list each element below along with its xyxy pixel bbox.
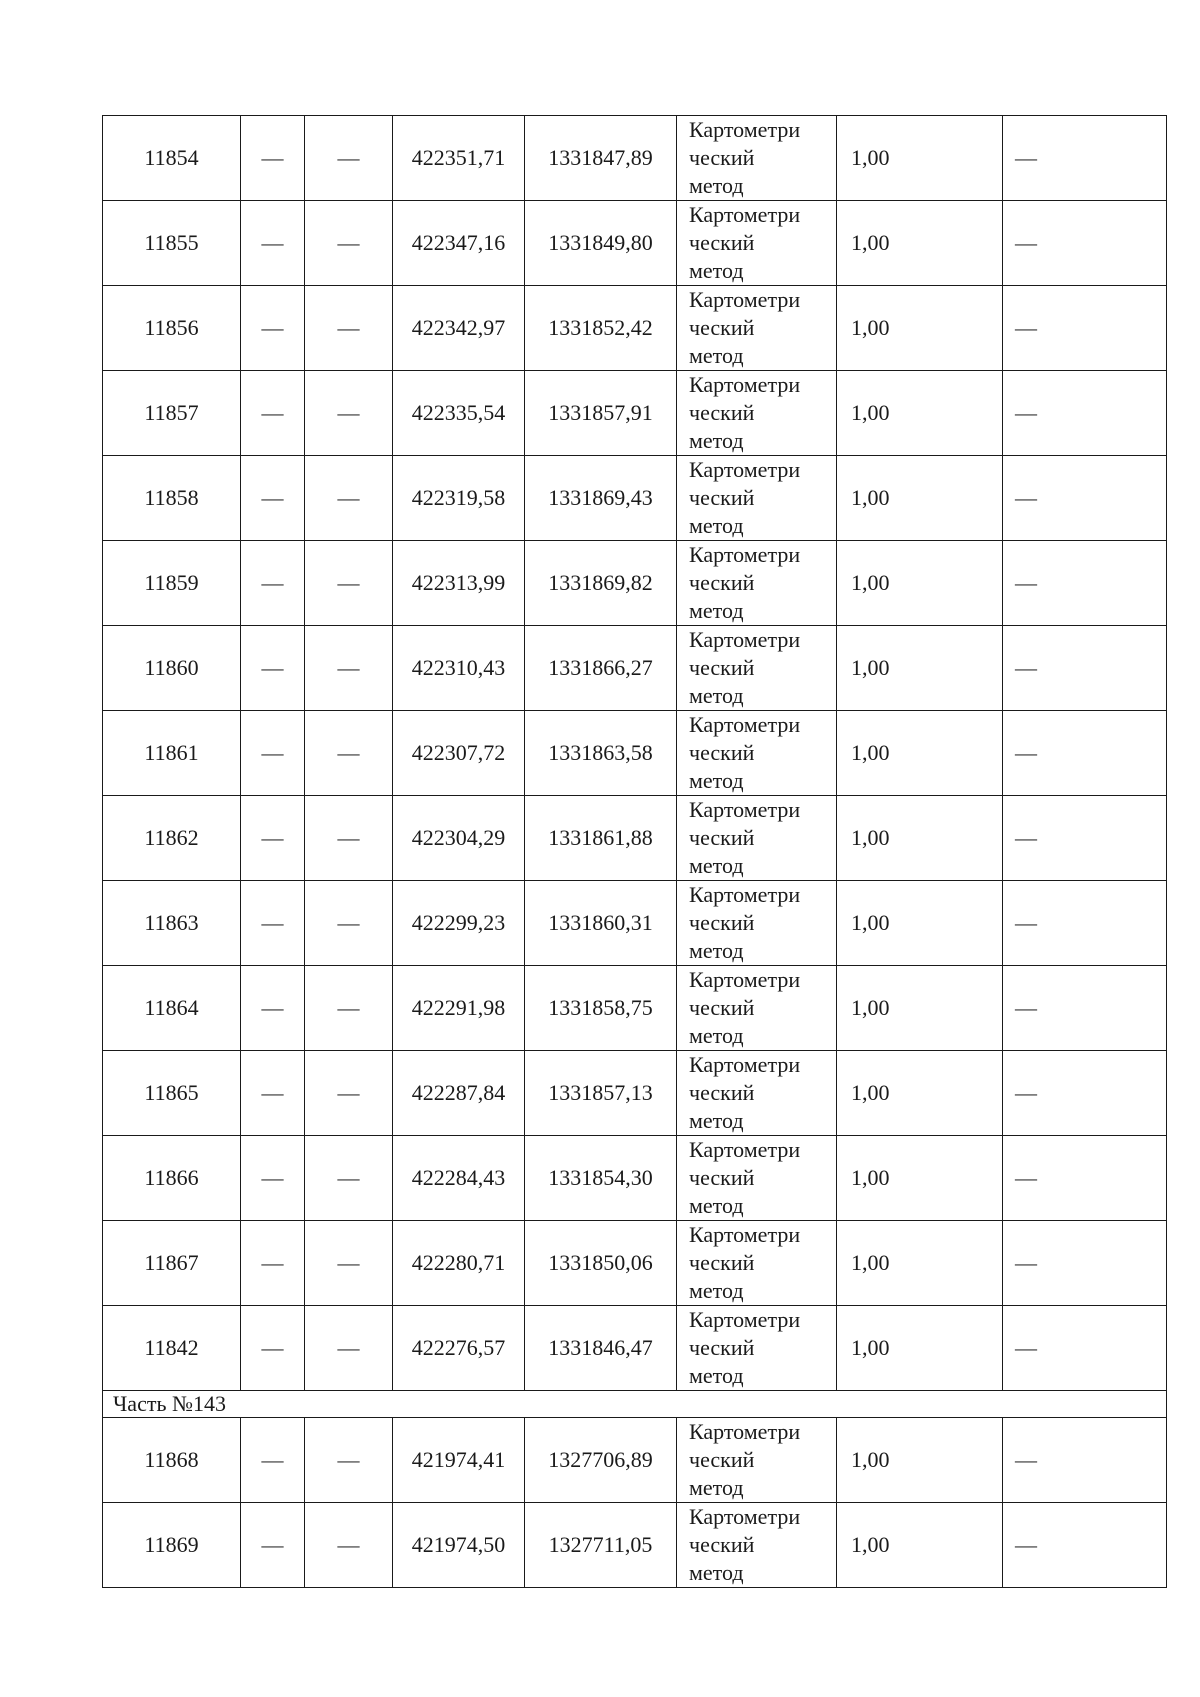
method-text-line: метод bbox=[689, 258, 744, 283]
x-coordinate-cell: 422284,43 bbox=[393, 1136, 525, 1221]
empty-value-cell: — bbox=[305, 286, 393, 371]
method-text-line: метод bbox=[689, 1023, 744, 1048]
table-row bbox=[103, 1136, 1167, 1221]
empty-value-cell: — bbox=[241, 541, 305, 626]
method-cell bbox=[677, 966, 837, 1051]
y-coordinate-cell: 1331857,13 bbox=[525, 1051, 677, 1136]
empty-value-cell: — bbox=[305, 1503, 393, 1588]
empty-value-cell: — bbox=[241, 201, 305, 286]
method-text-line: Картометри bbox=[689, 542, 801, 567]
y-coordinate-cell: 1331857,91 bbox=[525, 371, 677, 456]
method-text-line: метод bbox=[689, 1475, 744, 1500]
x-coordinate-cell: 422280,71 bbox=[393, 1221, 525, 1306]
x-coordinate-cell: 422276,57 bbox=[393, 1306, 525, 1391]
description-cell: — bbox=[1003, 456, 1167, 541]
point-number-cell: 11869 bbox=[103, 1503, 241, 1588]
point-number-cell: 11863 bbox=[103, 881, 241, 966]
method-text-line: метод bbox=[689, 1193, 744, 1218]
y-coordinate-cell: 1331852,42 bbox=[525, 286, 677, 371]
method-text-line: ческий bbox=[689, 910, 755, 935]
accuracy-cell: 1,00 bbox=[837, 116, 1003, 201]
x-coordinate-cell: 421974,41 bbox=[393, 1418, 525, 1503]
point-number-cell: 11854 bbox=[103, 116, 241, 201]
empty-value-cell: — bbox=[241, 116, 305, 201]
y-coordinate-cell: 1331861,88 bbox=[525, 796, 677, 881]
description-cell: — bbox=[1003, 1418, 1167, 1503]
method-text-line: Картометри bbox=[689, 1419, 801, 1444]
accuracy-cell: 1,00 bbox=[837, 286, 1003, 371]
table-row bbox=[103, 1503, 1167, 1588]
table-row bbox=[103, 1418, 1167, 1503]
point-number-cell: 11855 bbox=[103, 201, 241, 286]
x-coordinate-cell: 422307,72 bbox=[393, 711, 525, 796]
description-cell: — bbox=[1003, 1051, 1167, 1136]
point-number-cell: 11861 bbox=[103, 711, 241, 796]
method-cell bbox=[677, 371, 837, 456]
y-coordinate-cell: 1331850,06 bbox=[525, 1221, 677, 1306]
description-cell: — bbox=[1003, 1503, 1167, 1588]
y-coordinate-cell: 1331866,27 bbox=[525, 626, 677, 711]
empty-value-cell: — bbox=[241, 1136, 305, 1221]
table-row bbox=[103, 796, 1167, 881]
accuracy-cell: 1,00 bbox=[837, 1503, 1003, 1588]
method-text-line: Картометри bbox=[689, 117, 801, 142]
method-cell bbox=[677, 116, 837, 201]
method-text-line: Картометри bbox=[689, 882, 801, 907]
empty-value-cell: — bbox=[305, 371, 393, 456]
empty-value-cell: — bbox=[305, 966, 393, 1051]
table-row bbox=[103, 286, 1167, 371]
table-row bbox=[103, 966, 1167, 1051]
empty-value-cell: — bbox=[241, 286, 305, 371]
description-cell: — bbox=[1003, 371, 1167, 456]
y-coordinate-cell: 1327706,89 bbox=[525, 1418, 677, 1503]
method-text-line: метод bbox=[689, 343, 744, 368]
empty-value-cell: — bbox=[241, 456, 305, 541]
y-coordinate-cell: 1331847,89 bbox=[525, 116, 677, 201]
point-number-cell: 11865 bbox=[103, 1051, 241, 1136]
method-text-line: Картометри bbox=[689, 967, 801, 992]
method-text-line: метод bbox=[689, 938, 744, 963]
accuracy-cell: 1,00 bbox=[837, 1418, 1003, 1503]
method-text-line: ческий bbox=[689, 315, 755, 340]
empty-value-cell: — bbox=[241, 881, 305, 966]
y-coordinate-cell: 1331860,31 bbox=[525, 881, 677, 966]
method-text-line: Картометри bbox=[689, 1052, 801, 1077]
method-text-line: метод bbox=[689, 1278, 744, 1303]
empty-value-cell: — bbox=[241, 1418, 305, 1503]
y-coordinate-cell: 1327711,05 bbox=[525, 1503, 677, 1588]
method-text-line: метод bbox=[689, 1363, 744, 1388]
table-row bbox=[103, 541, 1167, 626]
method-text-line: ческий bbox=[689, 1447, 755, 1472]
y-coordinate-cell: 1331854,30 bbox=[525, 1136, 677, 1221]
accuracy-cell: 1,00 bbox=[837, 966, 1003, 1051]
table-row bbox=[103, 371, 1167, 456]
point-number-cell: 11868 bbox=[103, 1418, 241, 1503]
description-cell: — bbox=[1003, 1136, 1167, 1221]
table-row bbox=[103, 1051, 1167, 1136]
method-cell bbox=[677, 711, 837, 796]
method-text-line: ческий bbox=[689, 740, 755, 765]
empty-value-cell: — bbox=[305, 456, 393, 541]
table-row bbox=[103, 1306, 1167, 1391]
method-cell bbox=[677, 1136, 837, 1221]
method-text-line: Картометри bbox=[689, 1307, 801, 1332]
accuracy-cell: 1,00 bbox=[837, 881, 1003, 966]
method-cell bbox=[677, 1418, 837, 1503]
method-text-line: ческий bbox=[689, 1335, 755, 1360]
empty-value-cell: — bbox=[305, 796, 393, 881]
description-cell: — bbox=[1003, 201, 1167, 286]
method-cell bbox=[677, 1051, 837, 1136]
empty-value-cell: — bbox=[241, 371, 305, 456]
method-text-line: ческий bbox=[689, 570, 755, 595]
empty-value-cell: — bbox=[305, 711, 393, 796]
method-text-line: Картометри bbox=[689, 287, 801, 312]
method-text-line: Картометри bbox=[689, 627, 801, 652]
empty-value-cell: — bbox=[305, 881, 393, 966]
empty-value-cell: — bbox=[241, 626, 305, 711]
empty-value-cell: — bbox=[241, 1221, 305, 1306]
method-text-line: ческий bbox=[689, 995, 755, 1020]
method-text-line: метод bbox=[689, 428, 744, 453]
point-number-cell: 11864 bbox=[103, 966, 241, 1051]
y-coordinate-cell: 1331846,47 bbox=[525, 1306, 677, 1391]
empty-value-cell: — bbox=[305, 1221, 393, 1306]
empty-value-cell: — bbox=[305, 116, 393, 201]
method-cell bbox=[677, 1306, 837, 1391]
description-cell: — bbox=[1003, 286, 1167, 371]
method-text-line: Картометри bbox=[689, 1222, 801, 1247]
x-coordinate-cell: 422342,97 bbox=[393, 286, 525, 371]
accuracy-cell: 1,00 bbox=[837, 541, 1003, 626]
table-row bbox=[103, 456, 1167, 541]
description-cell: — bbox=[1003, 116, 1167, 201]
method-cell bbox=[677, 881, 837, 966]
table-body-after bbox=[103, 1418, 1167, 1588]
method-cell bbox=[677, 286, 837, 371]
method-text-line: ческий bbox=[689, 1532, 755, 1557]
method-text-line: Картометри bbox=[689, 457, 801, 482]
accuracy-cell: 1,00 bbox=[837, 1136, 1003, 1221]
empty-value-cell: — bbox=[305, 1136, 393, 1221]
method-text-line: ческий bbox=[689, 825, 755, 850]
method-cell bbox=[677, 796, 837, 881]
method-text-line: метод bbox=[689, 1560, 744, 1585]
x-coordinate-cell: 422319,58 bbox=[393, 456, 525, 541]
empty-value-cell: — bbox=[241, 711, 305, 796]
point-number-cell: 11858 bbox=[103, 456, 241, 541]
method-cell bbox=[677, 626, 837, 711]
method-cell bbox=[677, 541, 837, 626]
point-number-cell: 11856 bbox=[103, 286, 241, 371]
y-coordinate-cell: 1331863,58 bbox=[525, 711, 677, 796]
point-number-cell: 11860 bbox=[103, 626, 241, 711]
y-coordinate-cell: 1331858,75 bbox=[525, 966, 677, 1051]
method-text-line: ческий bbox=[689, 655, 755, 680]
empty-value-cell: — bbox=[305, 1051, 393, 1136]
x-coordinate-cell: 422291,98 bbox=[393, 966, 525, 1051]
method-text-line: ческий bbox=[689, 400, 755, 425]
description-cell: — bbox=[1003, 1221, 1167, 1306]
accuracy-cell: 1,00 bbox=[837, 1051, 1003, 1136]
x-coordinate-cell: 422310,43 bbox=[393, 626, 525, 711]
point-number-cell: 11866 bbox=[103, 1136, 241, 1221]
description-cell: — bbox=[1003, 541, 1167, 626]
section-row bbox=[103, 1391, 1167, 1418]
description-cell: — bbox=[1003, 711, 1167, 796]
method-text-line: ческий bbox=[689, 1250, 755, 1275]
method-text-line: ческий bbox=[689, 485, 755, 510]
empty-value-cell: — bbox=[241, 1306, 305, 1391]
empty-value-cell: — bbox=[305, 201, 393, 286]
point-number-cell: 11859 bbox=[103, 541, 241, 626]
table-row bbox=[103, 1221, 1167, 1306]
method-text-line: ческий bbox=[689, 1080, 755, 1105]
accuracy-cell: 1,00 bbox=[837, 456, 1003, 541]
empty-value-cell: — bbox=[305, 626, 393, 711]
x-coordinate-cell: 422335,54 bbox=[393, 371, 525, 456]
description-cell: — bbox=[1003, 881, 1167, 966]
description-cell: — bbox=[1003, 966, 1167, 1051]
method-text-line: метод bbox=[689, 173, 744, 198]
y-coordinate-cell: 1331869,82 bbox=[525, 541, 677, 626]
empty-value-cell: — bbox=[305, 541, 393, 626]
accuracy-cell: 1,00 bbox=[837, 711, 1003, 796]
accuracy-cell: 1,00 bbox=[837, 796, 1003, 881]
accuracy-cell: 1,00 bbox=[837, 371, 1003, 456]
method-text-line: ческий bbox=[689, 145, 755, 170]
method-text-line: Картометри bbox=[689, 372, 801, 397]
method-text-line: метод bbox=[689, 598, 744, 623]
method-cell bbox=[677, 456, 837, 541]
method-text-line: метод bbox=[689, 513, 744, 538]
method-text-line: ческий bbox=[689, 1165, 755, 1190]
point-number-cell: 11867 bbox=[103, 1221, 241, 1306]
method-text-line: Картометри bbox=[689, 1137, 801, 1162]
method-text-line: метод bbox=[689, 1108, 744, 1133]
empty-value-cell: — bbox=[305, 1418, 393, 1503]
point-number-cell: 11862 bbox=[103, 796, 241, 881]
table-body-before bbox=[103, 116, 1167, 1391]
description-cell: — bbox=[1003, 1306, 1167, 1391]
empty-value-cell: — bbox=[241, 1051, 305, 1136]
method-cell bbox=[677, 1221, 837, 1306]
x-coordinate-cell: 422304,29 bbox=[393, 796, 525, 881]
coordinates-table bbox=[102, 115, 1167, 1588]
method-text-line: Картометри bbox=[689, 1504, 801, 1529]
method-cell bbox=[677, 201, 837, 286]
x-coordinate-cell: 422313,99 bbox=[393, 541, 525, 626]
x-coordinate-cell: 421974,50 bbox=[393, 1503, 525, 1588]
method-text-line: метод bbox=[689, 683, 744, 708]
empty-value-cell: — bbox=[241, 1503, 305, 1588]
table-row bbox=[103, 201, 1167, 286]
method-cell bbox=[677, 1503, 837, 1588]
method-text-line: Картометри bbox=[689, 797, 801, 822]
description-cell: — bbox=[1003, 626, 1167, 711]
empty-value-cell: — bbox=[241, 796, 305, 881]
x-coordinate-cell: 422299,23 bbox=[393, 881, 525, 966]
method-text-line: ческий bbox=[689, 230, 755, 255]
accuracy-cell: 1,00 bbox=[837, 1306, 1003, 1391]
accuracy-cell: 1,00 bbox=[837, 1221, 1003, 1306]
description-cell: — bbox=[1003, 796, 1167, 881]
section-header bbox=[103, 1391, 1167, 1418]
section-title: Часть №143 bbox=[103, 1391, 1167, 1418]
x-coordinate-cell: 422347,16 bbox=[393, 201, 525, 286]
table-row bbox=[103, 626, 1167, 711]
accuracy-cell: 1,00 bbox=[837, 201, 1003, 286]
table-row bbox=[103, 116, 1167, 201]
method-text-line: Картометри bbox=[689, 202, 801, 227]
accuracy-cell: 1,00 bbox=[837, 626, 1003, 711]
table-row bbox=[103, 711, 1167, 796]
y-coordinate-cell: 1331869,43 bbox=[525, 456, 677, 541]
empty-value-cell: — bbox=[305, 1306, 393, 1391]
point-number-cell: 11857 bbox=[103, 371, 241, 456]
document-page bbox=[102, 115, 1166, 1588]
x-coordinate-cell: 422287,84 bbox=[393, 1051, 525, 1136]
table-row bbox=[103, 881, 1167, 966]
empty-value-cell: — bbox=[241, 966, 305, 1051]
method-text-line: метод bbox=[689, 768, 744, 793]
method-text-line: метод bbox=[689, 853, 744, 878]
point-number-cell: 11842 bbox=[103, 1306, 241, 1391]
method-text-line: Картометри bbox=[689, 712, 801, 737]
y-coordinate-cell: 1331849,80 bbox=[525, 201, 677, 286]
x-coordinate-cell: 422351,71 bbox=[393, 116, 525, 201]
